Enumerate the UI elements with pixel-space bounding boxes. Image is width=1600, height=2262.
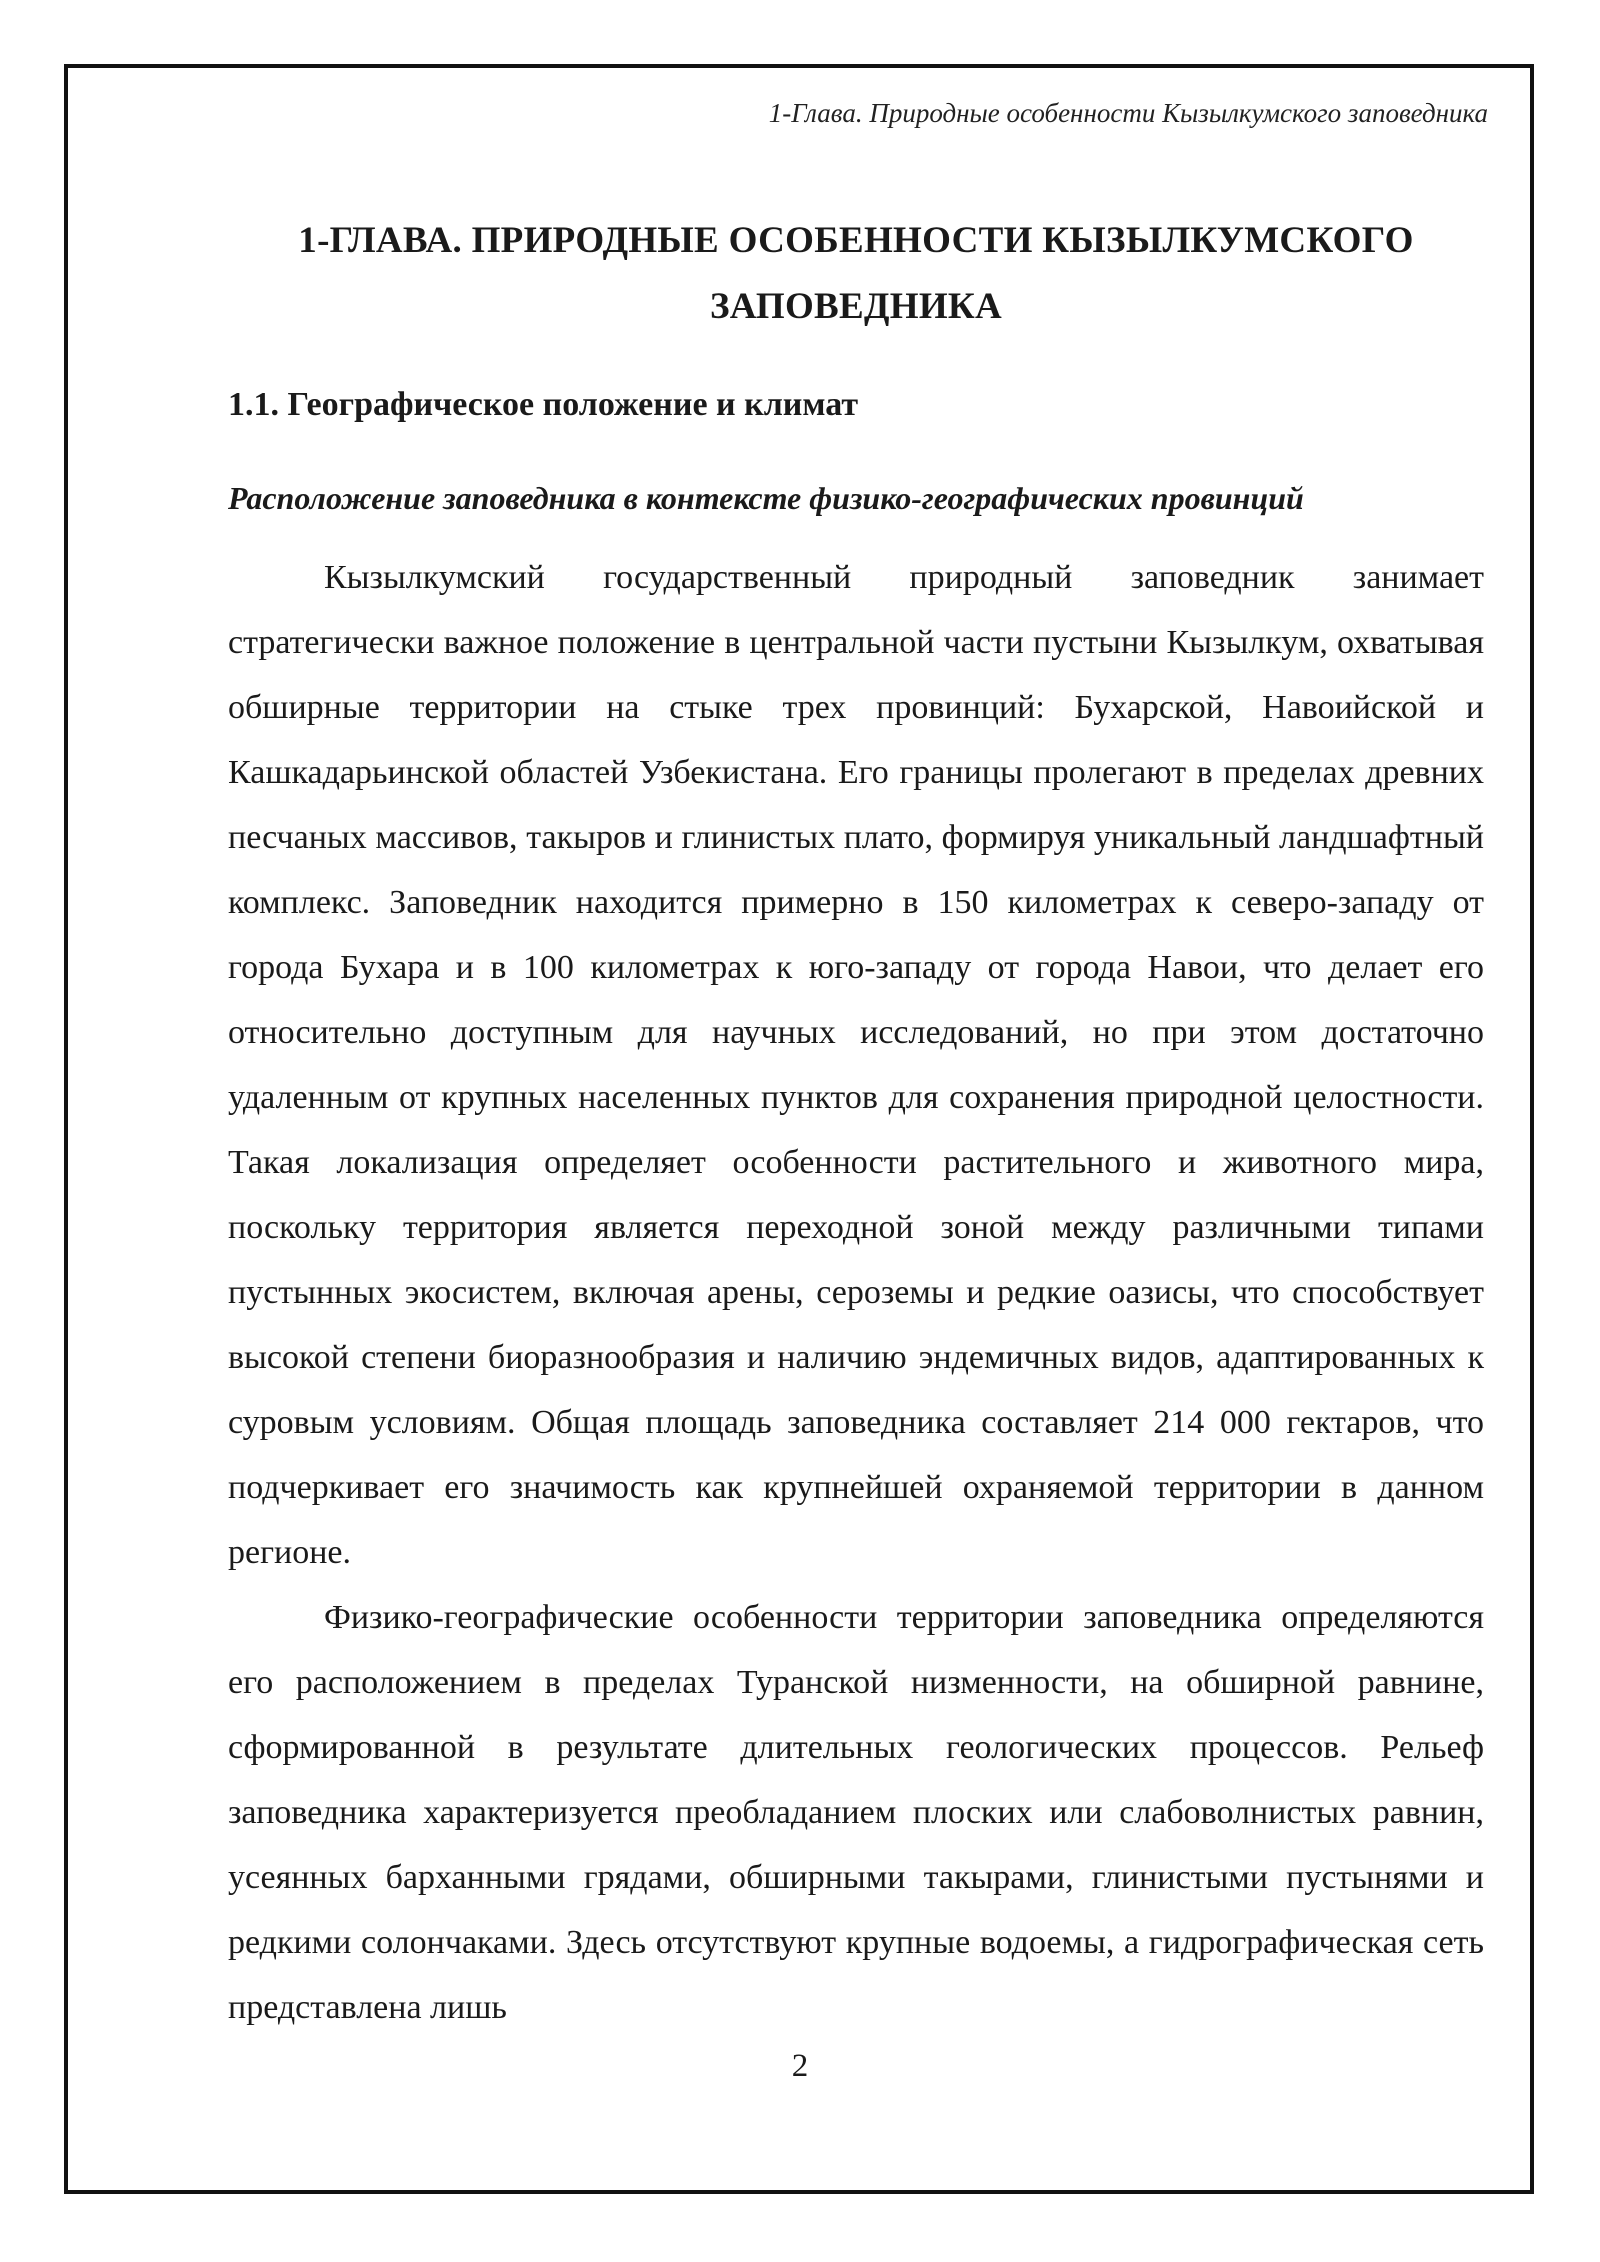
paragraph-2: Физико-географические особенности территории заповедника определяются его расположением в пределах Туранской низменности, на обширной равнине, сформированной в результате длительных геологических процессов. Рельеф заповедника характеризуется преобладанием плоских или слабоволнистых равнин, усеянных барханными грядами, обширными такырами, глинистыми пустынями и редкими солончаками. Здесь отсутствуют крупные водоемы, а гидрографическая сеть представлена лишь [228,1599,1484,2026]
section-heading: 1.1. Географическое положение и климат [228,386,859,423]
running-header: 1-Глава. Природные особенности Кызылкумского заповедника [768,98,1488,128]
body-text [228,545,1484,2040]
chapter-title [228,208,1484,340]
subsection-heading: Расположение заповедника в контексте физико-географических провинций [228,480,1304,516]
chapter-title-line-2: ЗАПОВЕДНИКА [709,286,1003,327]
chapter-title-line-1: 1-ГЛАВА. ПРИРОДНЫЕ ОСОБЕННОСТИ КЫЗЫЛКУМСКОГО [298,220,1414,261]
page-number: 2 [791,2048,809,2084]
paragraph-1: Кызылкумский государственный природный заповедник занимает стратегически важное положение в центральной части пустыни Кызылкум, охватывая обширные территории на стыке трех провинций: Бухарской, Навоийской и Кашкадарьинской областей Узбекистана. Его границы пролегают в пределах древних песчаных массивов, такыров и глинистых плато, формируя уникальный ландшафтный комплекс. Заповедник находится примерно в 150 километрах к северо-западу от города Бухара и в 100 километрах к юго-западу от города Навои, что делает его относительно доступным для научных исследований, но при этом достаточно удаленным от крупных населенных пунктов для сохранения природной целостности. Такая локализация определяет особенности растительного и животного мира, поскольку территория является переходной зоной между различными типами пустынных экосистем, включая арены, сероземы и редкие оазисы, что способствует высокой степени биоразнообразия и наличию эндемичных видов, адаптированных к суровым условиям. Общая площадь заповедника составляет 214 000 гектаров, что подчеркивает его значимость как крупнейшей охраняемой территории в данном регионе. [228,559,1484,1571]
